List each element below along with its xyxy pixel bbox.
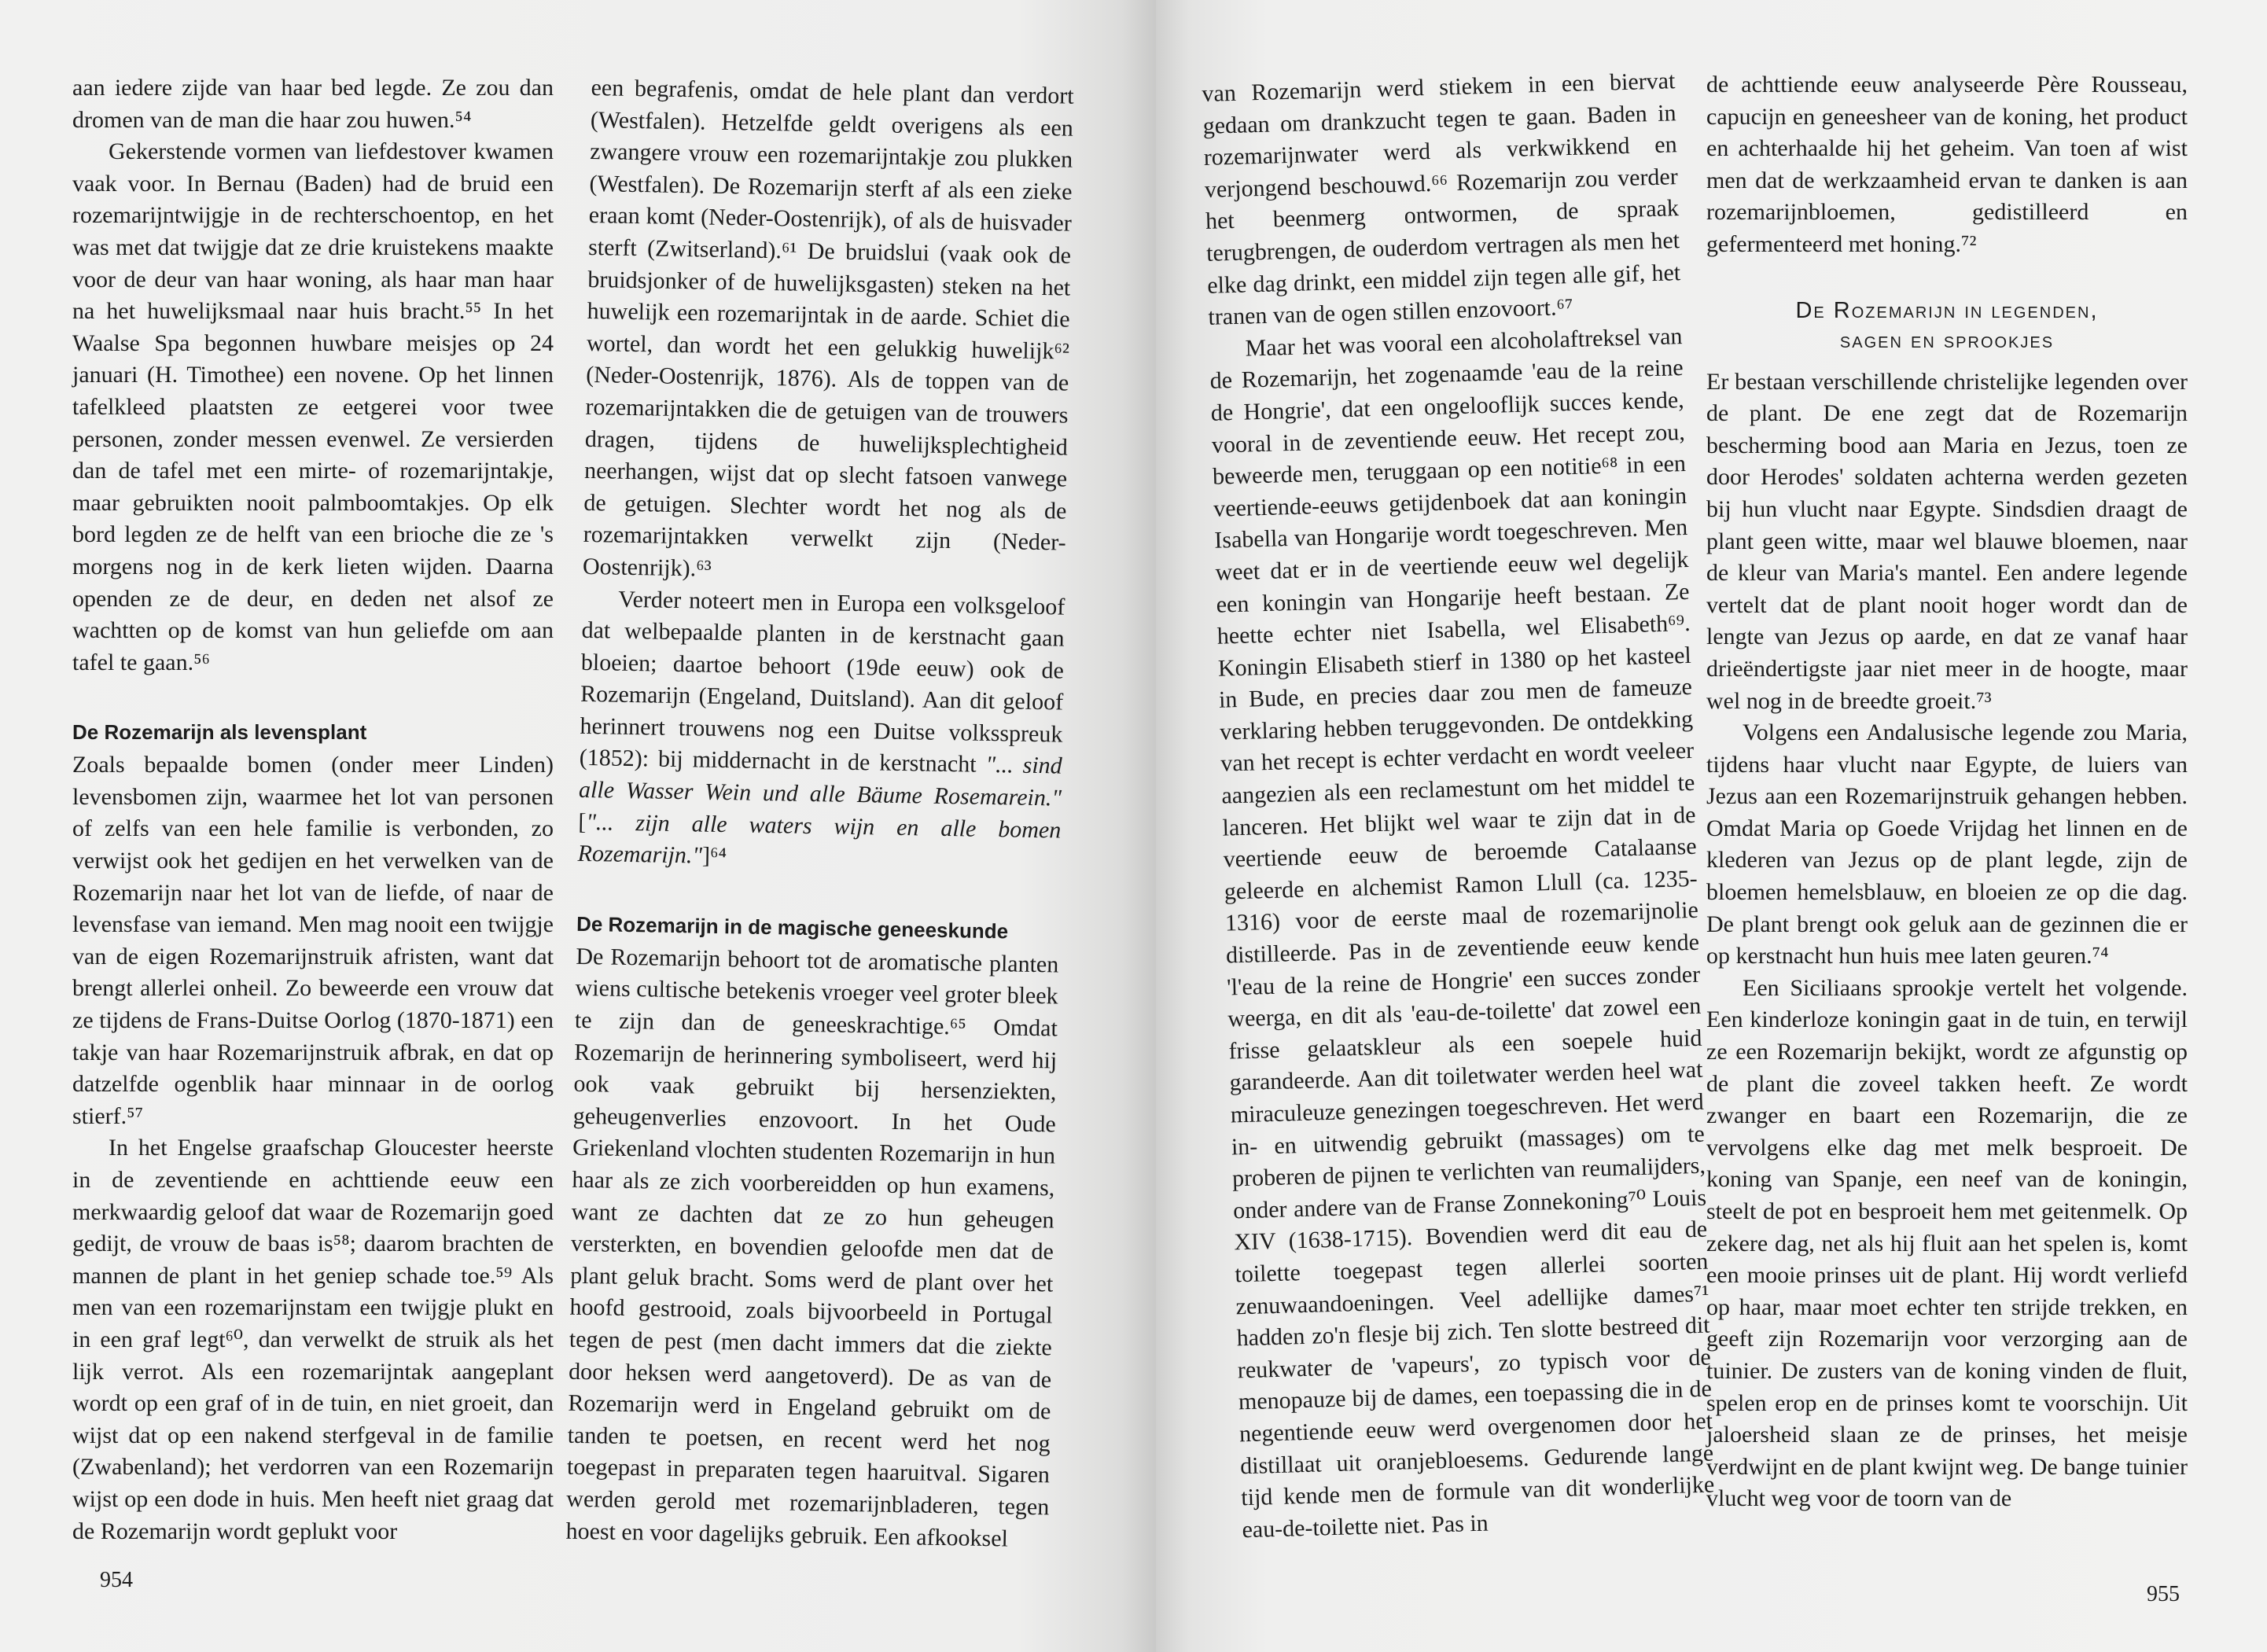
paragraph: van Rozemarijn werd stiekem in een biervat gedaan om drankzucht tegen te gaan. Baden in rozemarijnwater werd als verkwikkend en verjongend beschouwd.⁶⁶ Rozemarijn zou verder het beenmerg ontwormen, de spraak terugbrengen, de ouderdom vertragen als men het elke dag drinkt, een middel zijn tegen alle gif, het tranen van de ogen stillen enzovoort.⁶⁷ bbox=[1202, 68, 1681, 331]
bracket-close: ]⁶⁴ bbox=[701, 842, 727, 870]
german-proverb: "... sind alle Wasser Wein und alle Bäume Rosemarein." bbox=[578, 752, 1062, 811]
bracket-open: [ bbox=[578, 808, 587, 835]
heading-line: De Rozemarijn in legenden, bbox=[1795, 297, 2099, 323]
section-heading-geneeskunde: De Rozemarijn in de magische geneeskunde bbox=[576, 911, 1009, 944]
paragraph: Er bestaan verschillende christelijke legenden over de plant. De ene zegt dat de Rozemarijn bescherming bood aan Maria en Jezus, toen ze door Herodes' soldaten achterna werden gezeten bij hun vlucht naar Egypte. Sindsdien draagt de plant geen witte, maar wel blauwe bloemen, naar de kleur van Maria's mantel. Een andere legende vertelt dat de plant nooit hoger wordt dan de lengte van Jezus op aarde, en dat ze vanaf haar drieëndertigste jaar niet meer in de hoogte, maar wel nog in de breedte groeit.⁷³ bbox=[1706, 368, 2188, 714]
left-page-column-2 bbox=[565, 72, 1074, 1556]
paragraph bbox=[577, 583, 1065, 878]
right-page-column-1 bbox=[1202, 65, 1716, 1546]
paragraph: Volgens een Andalusische legende zou Maria, tijdens haar vlucht naar Egypte, de luiers van Jezus aan een Rozemarijnstruik gehangen hebben. Omdat Maria op Goede Vrijdag het linnen en de klederen van Jezus op de plant legde, zijn de bloemen hemelsblauw, en bloeien ze op die dag. De plant brengt ook geluk aan de gezinnen die er op kerstnacht hun huis mee laten geuren.⁷⁴ bbox=[1706, 719, 2188, 969]
left-page-column-1 bbox=[72, 72, 554, 1547]
heading-line: sagen en sprookjes bbox=[1839, 327, 2055, 353]
paragraph: een begrafenis, omdat de hele plant dan verdort (Westfalen). Hetzelfde geldt overigens als een zwangere vrouw een rozemarijntakje zou plukken (Westfalen). De Rozemarijn sterft af als een zieke eraan komt (Neder-Oostenrijk), of als de huisvader sterft (Zwitserland).⁶¹ De bruidslui (vaak ook de bruidsjonker of de huwelijksgasten) steken na het huwelijk een rozemarijntak in de aarde. Schiet die wortel, dan wordt het een gelukkig huwelijk⁶² (Neder-Oostenrijk, 1876). Als de toppen van de rozemarijntakken die de getuigen van de trouwers dragen, tijdens de huwelijksplechtigheid neerhangen, wijst dat op slecht fatsoen vanwege de getuigen. Slechter wordt het nog als de rozemarijntakken verwelkt zijn (Neder-Oostenrijk).⁶³ bbox=[582, 74, 1074, 582]
paragraph: de achttiende eeuw analyseerde Père Rousseau, capucijn en geneesheer van de koning, het product en achterhaalde hij het geheim. Van toen af wist men dat de werkzaamheid ervan te danken is aan rozemarijnbloemen, gedistilleerd en gefermenteerd met honing.⁷² bbox=[1706, 72, 2188, 257]
paragraph: De Rozemarijn behoort tot de aromatische planten wiens cultische betekenis vroeger veel groter bleek te zijn dan de geneeskrachtige.⁶⁵ Omdat Rozemarijn de herinnering symboliseert, werd hij ook vaak gebruikt bij hersenziekten, geheugenverlies enzovoort. In het Oude Griekenland vlochten studenten Rozemarijn in hun haar als ze zich voorbereidden op hun examens, want ze dachten dat ze zo hun geheugen versterkten, en bovendien geloofde men dat de plant geluk bracht. Soms werd de plant over het hoofd gestrooid, zoals bijvoorbeeld in Portugal tegen de pest (men dacht immers dat die ziekte door heksen werd aangetoverd). De as van de Rozemarijn werd in Engeland gebruikt om de tanden te poetsen, en recent werd het nog toegepast in preparaten tegen haaruitval. Sigaren werden gerold met rozemarijnbladeren, tegen hoest en voor dagelijks gebruik. Een afkooksel bbox=[565, 943, 1059, 1552]
dutch-translation: "... zijn alle waters wijn en alle bomen Rozemarijn." bbox=[577, 808, 1062, 869]
page-number: 954 bbox=[100, 1568, 133, 1592]
paragraph: In het Engelse graafschap Gloucester heerste in de zeventiende en achttiende eeuw een merkwaardig geloof dat waar de Rozemarijn goed gedijt, de vrouw de baas is⁵⁸; daarom brachten de mannen de plant in het geniep schade toe.⁵⁹ Als men van een rozemarijnstam een twijgje plukt en in een graf legt⁶⁰, dan verwelkt de struik als het lijk verrot. Als een rozemarijntak aangeplant wordt op een graf of in de tuin, en niet groeit, dan wijst dat op een nakend sterfgeval in de familie (Zwabenland); het verdorren van een Rozemarijn wijst op een dode in huis. Men heeft niet graag dat de Rozemarijn wordt geplukt voor bbox=[72, 1135, 554, 1544]
right-page-column-2 bbox=[1706, 69, 2188, 1515]
paragraph: Zoals bepaalde bomen (onder meer Linden) levensbomen zijn, waarmee het lot van personen of zelfs van een hele familie is verbonden, zo verwijst ook het gedijen en het verwelken van de Rozemarijn naar het lot van de liefde, of naar de levensfase van iemand. Men mag nooit een twijgje van de eigen Rozemarijnstruik afristen, want dat brengt allerlei onheil. Zo beweerde een vrouw dat ze tijdens de Frans-Duitse Oorlog (1870-1871) een takje van haar Rozemarijnstruik afbrak, en dat op datzelfde ogenblik haar minnaar in de oorlog stierf.⁵⁷ bbox=[72, 752, 554, 1129]
paragraph: Maar het was vooral een alcoholaftreksel van de Rozemarijn, het zogenaamde 'eau de la reine de Hongrie', dat een ongelooflijk succes kende, vooral in de zeventiende eeuw. Het recept zou, beweerde men, teruggaan op een notitie⁶⁸ in een veertiende-eeuws getijdenboek dat aan koningin Isabella van Hongarije wordt toegeschreven. Men weet dat er in de veertiende eeuw wel degelijk een koningin van Hongarije heeft bestaan. Ze heette echter niet Isabella, wel Elisabeth⁶⁹. Koningin Elisabeth stierf in 1380 op het kasteel in Bude, en precies daar zou men de fameuze verklaring hebben teruggevonden. De ontdekking van het recept is echter verdacht en wordt veeleer aangezien als een reclamestunt om het middel te lanceren. Het blijkt wel waar te zijn dat in de veertiende eeuw de beroemde Catalaanse geleerde en alchemist Ramon Llull (ca. 1235-1316) voor de eerste maal de rozemarijnolie distilleerde. Pas in de zeventiende eeuw kende 'l'eau de la reine de Hongrie' een succes zonder weerga, en dit als 'eau-de-toilette' dat zowel een frisse gelaatskleur als een soepele huid garandeerde. Aan dit toiletwater werden heel wat miraculeuze genezingen toegeschreven. Het werd in- en uitwendig gebruikt (massages) om te proberen de pijnen te verlichten van reumalijders, onder andere van de Franse Zonnekoning⁷⁰ Louis XIV (1638-1715). Bovendien werd dit eau de toilette toegepast tegen allerlei soorten zenuwaandoeningen. Veel adellijke dames⁷¹ hadden zo'n flesje bij zich. Ten slotte bestreed dit reukwater de 'vapeurs', zo typisch voor de menopauze bij de dames, een toepassing die in de negentiende eeuw werd overgenomen door het distillaat uit oranjebloesems. Gedurende lange tijd kende men de formule van dit wonderlijke eau-de-toilette niet. Pas in bbox=[1209, 322, 1715, 1543]
paragraph: Een Siciliaans sprookje vertelt het volgende. Een kinderloze koningin gaat in de tuin, en terwijl ze een Rozemarijn bekijkt, wordt ze afgunstig op de plant die zoveel takken heeft. Ze wordt zwanger en baart een Rozemarijn, die ze vervolgens elke dag met melk besproeit. De koning van Spanje, een neef van de koningin, steelt de pot en besproeit hem met geitenmelk. Op zekere dag, net als hij fluit aan het spelen is, komt een mooie prinses uit de plant. Hij wordt verliefd op haar, maar moet echter ten strijde trekken, en geeft zijn Rozemarijn voor verzorging aan de tuinier. De zusters van de koning vinden de fluit, spelen erop en de prinses komt te voorschijn. Uit jaloersheid slaan ze de prinses, het meisje verdwijnt en de plant kwijnt weg. De bange tuinier vlucht weg voor de toorn van de bbox=[1706, 974, 2188, 1512]
paragraph: Gekerstende vormen van liefdestover kwamen vaak voor. In Bernau (Baden) had de bruid een rozemarijntwijgje in de rechterschoentop, en het was met dat twijgje dat ze drie kruistekens maakte voor de deur van haar woning, als haar man haar na het huwelijksmaal naar huis bracht.⁵⁵ In het Waalse Spa begonnen huwbare meisjes op 24 januari (H. Timothee) een novene. Op het linnen tafelkleed plaatsten ze eetgerei voor twee personen, zonder messen evenwel. Ze versierden dan de tafel met een mirte- of rozemarijntakje, maar gebruikten nooit palmboomtakjes. Op elk bord legden ze de helft van een brioche die ze 's morgens nog in de kerk lieten wijden. Daarna openden ze de deur, en deden net alsof ze wachtten op de komst van hun geliefde om aan tafel te gaan.⁵⁶ bbox=[72, 138, 554, 675]
section-heading-legenden bbox=[1706, 296, 2188, 355]
paragraph-text: Verder noteert men in Europa een volksgeloof dat welbepaalde planten in de kerstnacht gaan bloeien; daartoe behoort (19de eeuw) ook de Rozemarijn (Engeland, Duitsland). Aan dit geloof herinnert trouwens nog een Duitse volksspreuk (1852): bij middernacht in de kerstnacht bbox=[579, 586, 1065, 778]
paragraph: aan iedere zijde van haar bed legde. Ze zou dan dromen van de man die haar zou huwen.⁵⁴ bbox=[72, 75, 554, 133]
page-number: 955 bbox=[2147, 1582, 2180, 1606]
section-heading-levensplant: De Rozemarijn als levensplant bbox=[72, 720, 367, 745]
